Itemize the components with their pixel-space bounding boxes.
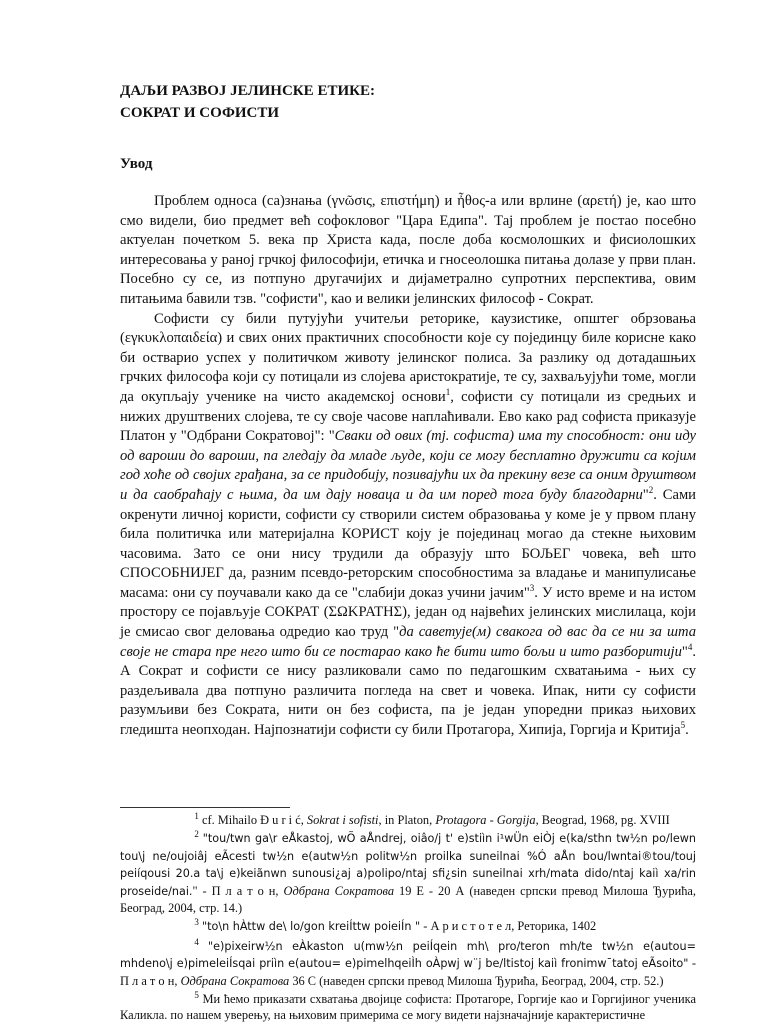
footnote-ref-1[interactable]: 1: [445, 387, 451, 398]
title-line-1: ДАЉИ РАЗВОЈ ЈЕЛИНСКЕ ЕТИКЕ:: [120, 83, 375, 99]
plato-quote-1: Сваки од ових (тј. софиста) има ту способност: они иду од вароши до вароши, па гледају да младе људе, који се могу бесплатно дружити са којим год хоће од својих грађана, за се придобију, позивајући их да прекину везе са оним друштвом и да саобраћају с њима, да им дају новаца и да им поред тога буду благодарни: [120, 428, 696, 503]
footnote-1-number: 1: [194, 810, 199, 821]
footnote-5: $^5$ Ми ћемо приказати схватања двојице софиста: Протагоре, Горгије као и Горгијиног ученика Каликла. по нашем уверењу, на њиховим примерима се могу видети најзначајније карактеристичне: [120, 989, 696, 1023]
document-title: [120, 80, 375, 124]
footnote-ref-3[interactable]: 3: [529, 583, 535, 594]
footnote-4: $^4$ "e)pixeirw½n eÀkaston u(mw½n peiÍqein mh\ pro/teron mh/te tw½n e(autou= mhdeno\j e)pimeleiÍsqai priìn e(autou= e)pimelhqeiÌh oÀpwj w¨j be/ltistoj kaiì fronimw¯tatoj eÃsoito" - П л а т о н, Одбрана Сократова 36 С (наведен српски превод Милоша Ђурића, Београд, 2004, стр. 52.): [120, 936, 696, 988]
footnote-3-greek: "to\n hÀttw de\ lo/gon kreiÍttw poieiÍn ": [201, 920, 421, 934]
p2-text-a: Софисти су били путујући учитељи реторике, каузистике, општег обрзовања (εγκυκλοπαιδεία) и свих оних практичних способности које су појединцу биле корисне како би остварио успех у политичком животу јелинског полиса. За разлику од дотадашњих грчких философа који су потицали из слојева аристократије, те су, захваљујући томе, могли да окупљају ученике на чисто академској основи: [120, 310, 696, 405]
section-heading: Увод: [120, 156, 153, 172]
footnote-2-number: 2: [194, 829, 199, 840]
p2-text-e: . А Сократ и софисти се нису разликовали само по педагошким схватањима - њих су раздељивала два потпуно различита погледа на свет и човека. Ипак, нити су софисти разумљиви без Сократа, нити он без софиста, па је један упоредни приказ њихових гледишта неопходан. Најпознатији софисти су били Протагора, Хипија, Горгија и Критија: [120, 643, 696, 739]
p2-text-f: .: [685, 722, 689, 739]
p2-text-d: . У исто време и на истом простору се појављује СОКРАТ (ΣΩΚΡΑΤΗΣ), један од највећих јелинских мислилаца, који је смисао свог деловања одредио као труд ": [120, 584, 697, 641]
plato-quote-2: да саветује(м) свакога од вас да се ни за шта своје не стара пре него што би се постарао како ће бити што бољи и што разборитији: [120, 624, 696, 660]
title-line-2: СОКРАТ И СОФИСТИ: [120, 105, 280, 121]
footnote-3-number: 3: [194, 917, 199, 928]
paragraph-1: Проблем односа (са)знања (γνῶσις, επιστήμη) и ἦθος-а или врлине (αρετή) је, као што смо видели, био предмет већ софокловог "Цара Едипа". Тај проблем је постао посебно актуелан почетком 5. века пр Христа када, после доба космолошких и фисиолошких интересовања у раној грчкој философији, етичка и гносеолошка питања долазе у први план. Посебно су се, из потпуно другачијих и дијаметрално супротних перспектива, овим питањима бавили тзв. "софисти", као и велики јелинских философ - Сократ.: [120, 193, 696, 307]
paragraph-2: Софисти су били путујући учитељи реторике, каузистике, општег обрзовања (εγκυκλοπαιδεία) и свих оних практичних способности које су појединцу биле корисне како би остварио успех у политичком животу јелинског полиса. За разлику од дотадашњих грчких философа који су потицали из слојева аристократије, те су, захваљујући томе, могли да окупљају ученике на чисто академској основи$^1$, софисти су потицали из средњих и нижих друштвених слојева, те су своје часове наплаћивали. Ево како рад софиста приказује Платон у "Одбрани Сократовој": "Сваки од ових (тј. софиста) има ту способност: они иду од вароши до вароши, па гледају да младе људе, који се могу бесплатно дружити са којим год хоће од својих грађана, за се придобију, позивајући их да прекину везе са оним друштвом и да саобраћају с њима, да им дају новаца и да им поред тога буду благодарни"$^2$. Сами окренути личној користи, софисти су створили систем образовања у коме је у првом плану била политичка или материјална КОРИСТ коју је појединац могао да стекне њиховим часовима. Зато се они нису трудили да образују што БОЉЕГ човека, већ што СПОСОБНИЈЕГ да, разним псевдо-реторским способностима за владање и манипулисање масама: они су поучавали како да се "слабији доказ учини јачим"$^3$. У исто време и на истом простору се појављује СОКРАТ (ΣΩΚΡΑΤΗΣ), један од највећих јелинских мислилаца, који је смисао свог деловања одредио као труд "да саветује(м) свакога од вас да се ни за шта своје не стара пре него што би се постарао како ће бити што бољи и што разборитији"$^4$. А Сократ и софисти се нису разликовали само по педагошким схватањима - њих су раздељивала два потпуно различита погледа на свет и човека. Ипак, нити су софисти разумљиви без Сократа, нити он без софиста, па је један упоредни приказ њихових гледишта неопходан. Најпознатији софисти су били Протагора, Хипија, Горгија и Критија$^5$.: [120, 310, 697, 739]
footnote-2: $^2$ "tou/twn ga\r eÅkastoj, wÕ aÅndrej, oiâo/j t' e)stiìn i¹wÜn eiÒj e(ka/sthn tw½n po/lewn tou\j ne/oujoiâj eÃcesti tw½n e(autw½n politw½n proilka suneilnai %Ó aÅn bou/lwntai®tou/touj peiíqousi 20.a ta\j e)keiãnwn sunousi¿aj a)polipo/ntaj sfi¿sin suneilnai xrh/mata dido/ntaj kaiì xa/rin proseide/nai." - П л а т о н, Одбрана Сократова 19 Е - 20 А (наведен српски превод Милоша Ђурића, Београд, 2004, стр. 14.): [120, 829, 696, 916]
p2-text-b: , софисти су потицали из средњих и нижих друштвених слојева, те су своје часове наплаћивали. Ево како рад софиста приказује Платон у "Одбрани Сократовој": ": [120, 388, 696, 445]
footnote-ref-4[interactable]: 4: [687, 641, 693, 652]
footnote-ref-2[interactable]: 2: [648, 485, 654, 496]
footnote-5-number: 5: [194, 989, 199, 1000]
footnote-3: $^3$ "to\n hÀttw de\ lo/gon kreiÍttw poieiÍn " - А р и с т о т е л, Реторика, 1402: [194, 917, 597, 934]
footnote-1: $^1$ cf. Mihailo Đ u r i ć, Sokrat i sofisti, in Platon, Protagora - Gorgija, Beograd, 1968, pg. XVIII: [194, 810, 670, 827]
footnote-separator: [120, 807, 290, 808]
body-text: [120, 192, 696, 741]
footnote-ref-5[interactable]: 5: [680, 720, 686, 731]
footnotes: [120, 812, 696, 1026]
footnote-4-number: 4: [194, 936, 199, 947]
p2-text-c: . Сами окренути личној користи, софисти су створили систем образовања у коме је у првом плану била политичка или материјална КОРИСТ коју је појединац могао да стекне њиховим часовима. Зато се они нису трудили да образују што БОЉЕГ човека, већ што СПОСОБНИЈЕГ да, разним псевдо-реторским способностима за владање и манипулисање масама: они су поучавали како да се "слабији доказ учини јачим": [120, 486, 696, 601]
footnote-4-greek: "e)pixeirw½n eÀkaston u(mw½n peiÍqein mh\ pro/teron mh/te tw½n e(autou= mhdeno\j e)pimeleiÍsqai priìn e(autou= e)pimelhqeiÌh oÀpwj w¨j be/ltistoj kaiì fronimw¯tatoj eÃsoito": [120, 939, 696, 971]
footnote-2-greek: "tou/twn ga\r eÅkastoj, wÕ aÅndrej, oiâo/j t' e)stiìn i¹wÜn eiÒj e(ka/sthn tw½n po/lewn tou\j ne/oujoiâj eÃcesti tw½n e(autw½n politw½n proilka suneilnai %Ó aÅn bou/lwntai®tou/touj peiíqousi 20.a ta\j e)keiãnwn sunousi¿aj a)polipo/ntaj sfi¿sin suneilnai xrh/mata dido/ntaj kaiì xa/rin proseide/nai.: [120, 832, 696, 898]
